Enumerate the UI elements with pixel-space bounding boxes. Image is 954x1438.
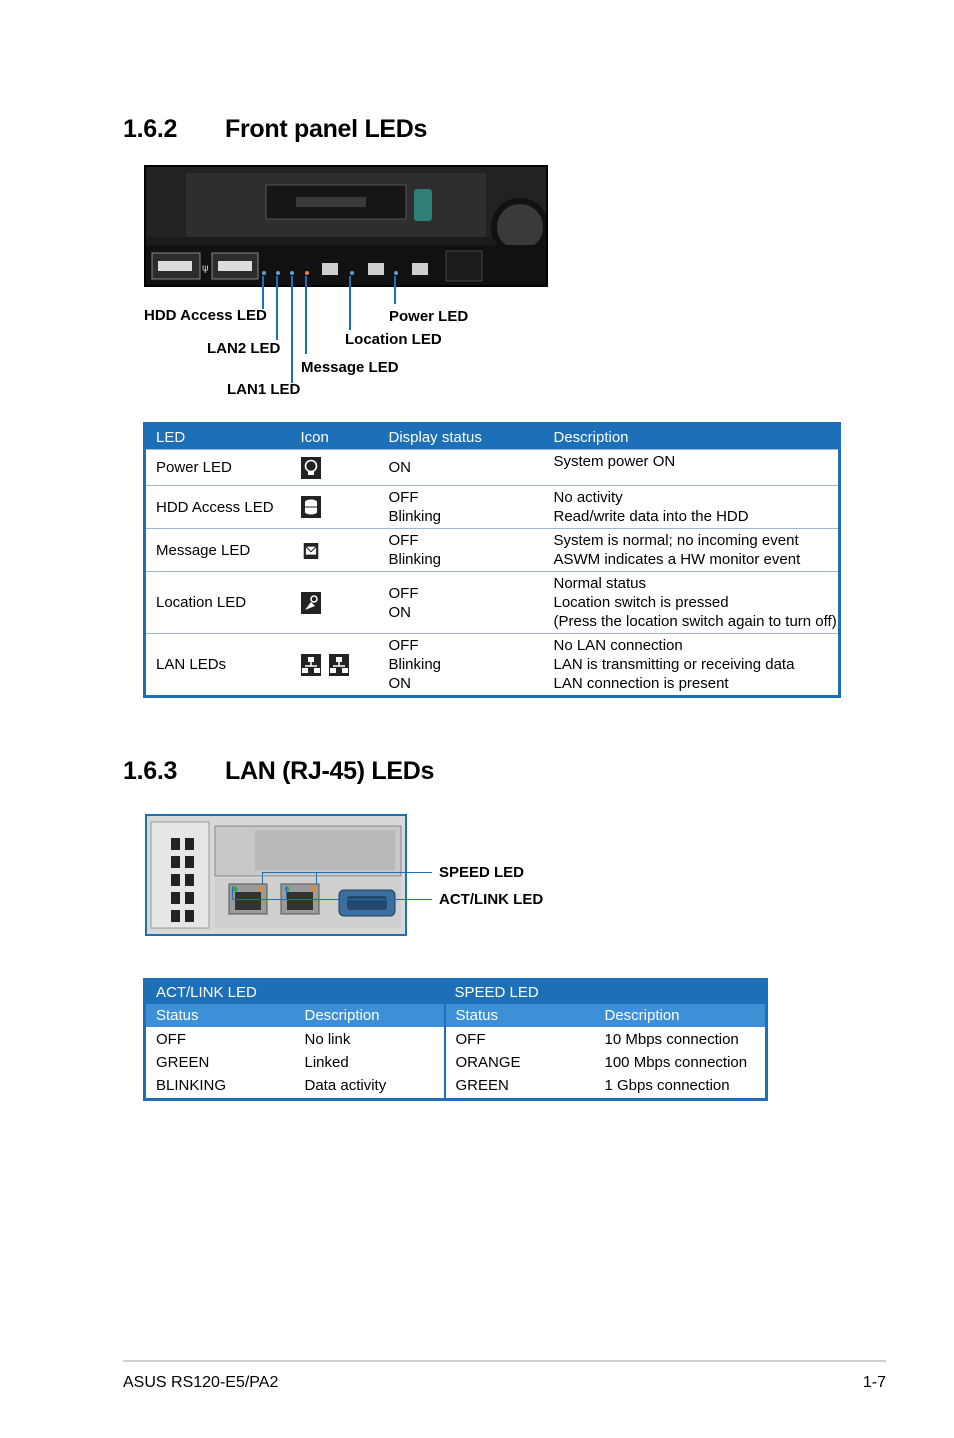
led-description: No activity Read/write data into the HDD: [544, 486, 840, 529]
section-heading: LAN (RJ-45) LEDs: [225, 757, 435, 785]
led-description: No LAN connection LAN is transmitting or receiving data LAN connection is present: [544, 634, 840, 697]
lan-led-table: [143, 978, 768, 1101]
leader-act-right-rise: [286, 886, 287, 899]
table-row: [145, 529, 840, 572]
section-number: 1.6.3: [123, 757, 178, 785]
led-name: HDD Access LED: [145, 486, 291, 529]
act-description: No link: [304, 1031, 351, 1048]
table-row: [145, 450, 840, 486]
table-row: [145, 1075, 767, 1100]
speed-description: 100 Mbps connection: [604, 1054, 748, 1071]
callout-lan1-led: LAN1 LED: [227, 381, 301, 398]
led-description: System is normal; no incoming event ASWM indicates a HW monitor event: [544, 529, 840, 572]
callout-act-link-led: ACT/LINK LED: [439, 891, 544, 908]
table-row: [145, 486, 840, 529]
leader-hdd: [262, 276, 264, 309]
callout-speed-led: SPEED LED: [439, 864, 525, 881]
act-status: GREEN: [156, 1054, 210, 1071]
table-row: [145, 1027, 767, 1052]
section-heading: Front panel LEDs: [225, 115, 428, 143]
section-title-front-panel: [123, 115, 427, 144]
act-status: BLINKING: [156, 1077, 227, 1094]
col-header-display-status: Display status: [379, 424, 544, 450]
act-description: Data activity: [304, 1077, 387, 1094]
power-bulb-icon: [301, 457, 321, 479]
footer-divider: [123, 1360, 886, 1362]
table-row: [145, 572, 840, 634]
table-row: [145, 1052, 767, 1075]
leader-speed-right-drop: [316, 872, 317, 884]
col-header-led: LED: [145, 424, 291, 450]
leader-act-horizontal: [232, 899, 432, 900]
leader-speed-horizontal: [262, 872, 432, 873]
act-description: Linked: [304, 1054, 349, 1071]
col-header-icon: Icon: [291, 424, 379, 450]
led-name: Message LED: [145, 529, 291, 572]
led-name: Location LED: [145, 572, 291, 634]
led-status: OFF Blinking: [379, 486, 544, 529]
front-panel-illustration: [146, 167, 546, 285]
leader-location: [349, 276, 351, 330]
front-panel-photo: [144, 165, 548, 287]
front-led-table: [143, 422, 841, 698]
led-status: OFF ON: [379, 572, 544, 634]
group-header-speed: SPEED LED: [445, 980, 767, 1005]
led-status: OFF Blinking: [379, 529, 544, 572]
led-description: Normal status Location switch is pressed (Press the location switch again to turn off): [544, 572, 840, 634]
led-status: OFF Blinking ON: [379, 634, 544, 697]
led-status: ON: [379, 450, 544, 486]
table-group-header-row: [145, 980, 767, 1005]
speed-description: 1 Gbps connection: [604, 1077, 730, 1094]
callout-hdd-access-led: HDD Access LED: [144, 307, 267, 324]
callout-message-led: Message LED: [301, 359, 399, 376]
callout-power-led: Power LED: [389, 308, 469, 325]
leader-power: [394, 276, 396, 304]
footer-page-number: 1-7: [862, 1374, 886, 1391]
leader-act-left-rise: [232, 886, 233, 899]
speed-status: OFF: [445, 1027, 595, 1052]
callout-lan2-led: LAN2 LED: [207, 340, 281, 357]
col-header-act-status: Status: [145, 1004, 295, 1027]
leader-lan2: [276, 276, 278, 340]
section-number: 1.6.2: [123, 115, 178, 143]
led-name: Power LED: [145, 450, 291, 486]
svg-text:ψ: ψ: [202, 263, 209, 274]
network-icon: [301, 654, 321, 676]
table-sub-header-row: [145, 1004, 767, 1027]
act-status: OFF: [156, 1031, 186, 1048]
speed-description: 10 Mbps connection: [604, 1031, 739, 1048]
table-header-row: [145, 424, 840, 450]
led-name: LAN LEDs: [145, 634, 291, 697]
speed-status: GREEN: [445, 1075, 595, 1100]
table-row: [145, 634, 840, 697]
col-header-speed-description: Description: [595, 1004, 767, 1027]
col-header-description: Description: [544, 424, 840, 450]
callout-location-led: Location LED: [345, 331, 442, 348]
rear-panel-illustration: [147, 816, 405, 934]
rear-panel-photo: [145, 814, 407, 936]
leader-lan1: [291, 276, 293, 383]
led-description: System power ON: [544, 450, 840, 486]
speed-status: ORANGE: [445, 1052, 595, 1075]
location-icon: [301, 592, 321, 614]
network-icon: [329, 654, 349, 676]
leader-speed-left-drop: [262, 872, 263, 884]
leader-message: [305, 276, 307, 354]
group-header-act-link: ACT/LINK LED: [145, 980, 445, 1005]
footer-product-name: ASUS RS120-E5/PA2: [123, 1374, 279, 1391]
hdd-icon: [301, 496, 321, 518]
col-header-speed-status: Status: [445, 1004, 595, 1027]
col-header-act-description: Description: [295, 1004, 445, 1027]
message-icon: [301, 543, 321, 559]
section-title-lan-leds: [123, 757, 434, 786]
